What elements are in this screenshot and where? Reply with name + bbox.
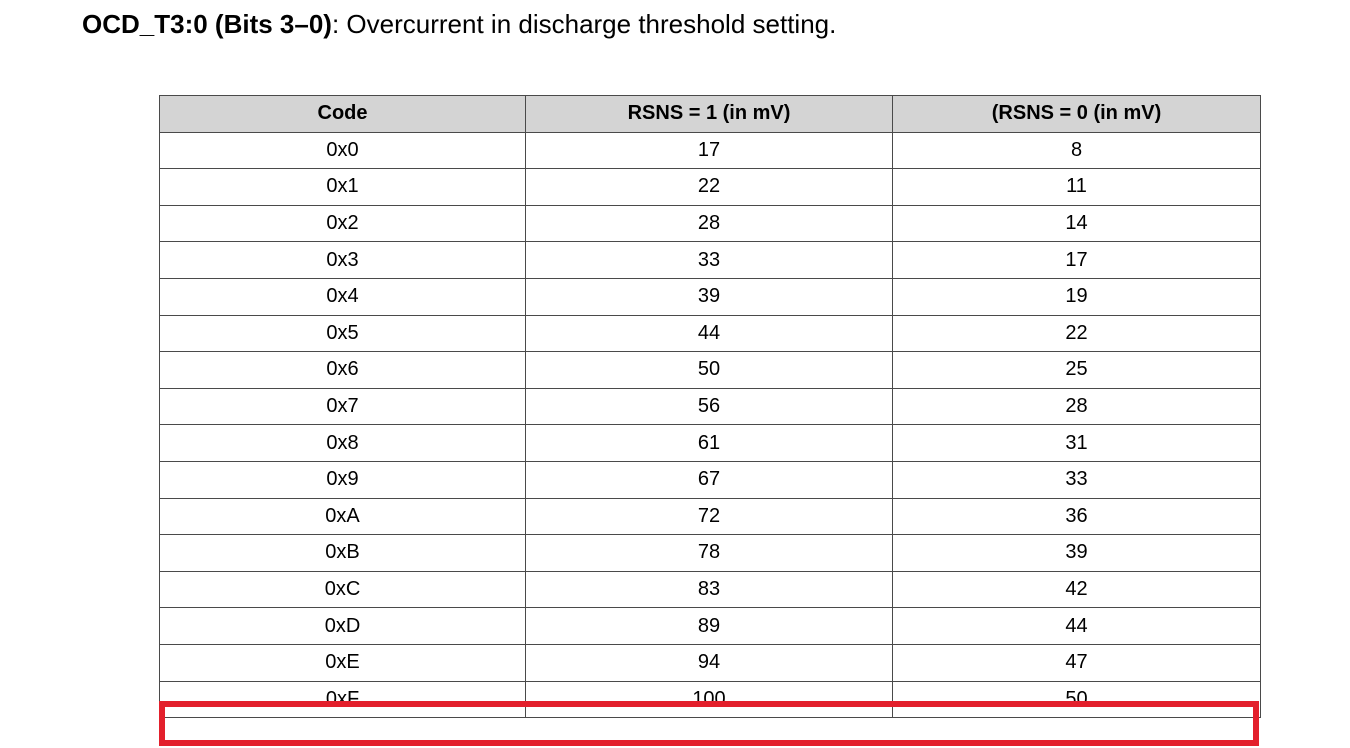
rsns1-cell: 17 [526,132,893,169]
field-description: Overcurrent in discharge threshold setting. [339,9,837,39]
rsns0-cell: 22 [893,315,1261,352]
code-cell: 0x4 [160,278,526,315]
rsns1-cell: 89 [526,608,893,645]
table-row [160,352,1261,389]
table-row [160,461,1261,498]
code-cell: 0x6 [160,352,526,389]
rsns0-cell: 33 [893,461,1261,498]
code-cell: 0x5 [160,315,526,352]
rsns1-cell: 100 [526,681,893,718]
table-row [160,205,1261,242]
heading-separator: : [331,9,340,39]
rsns1-cell: 67 [526,461,893,498]
rsns0-cell: 14 [893,205,1261,242]
rsns0-cell: 11 [893,169,1261,206]
code-cell: 0xB [160,535,526,572]
code-cell: 0x7 [160,388,526,425]
code-cell: 0xF [160,681,526,718]
rsns1-cell: 50 [526,352,893,389]
code-cell: 0x3 [160,242,526,279]
table-row [160,242,1261,279]
table-row [160,535,1261,572]
threshold-table-container [159,95,1260,718]
rsns0-cell: 50 [893,681,1261,718]
rsns1-cell: 56 [526,388,893,425]
table-row [160,315,1261,352]
rsns0-cell: 47 [893,644,1261,681]
rsns0-cell: 39 [893,535,1261,572]
column-header-code: Code [160,96,526,133]
rsns0-cell: 44 [893,608,1261,645]
rsns1-cell: 33 [526,242,893,279]
table-row [160,608,1261,645]
table-row [160,278,1261,315]
rsns1-cell: 78 [526,535,893,572]
code-cell: 0x2 [160,205,526,242]
section-heading [82,8,836,40]
code-cell: 0x1 [160,169,526,206]
table-row [160,644,1261,681]
code-cell: 0x0 [160,132,526,169]
rsns0-cell: 31 [893,425,1261,462]
rsns1-cell: 22 [526,169,893,206]
table-row-highlighted [160,681,1261,718]
threshold-table [159,95,1261,718]
rsns0-cell: 28 [893,388,1261,425]
rsns1-cell: 94 [526,644,893,681]
rsns0-cell: 36 [893,498,1261,535]
rsns0-cell: 25 [893,352,1261,389]
rsns1-cell: 61 [526,425,893,462]
table-row [160,132,1261,169]
rsns0-cell: 19 [893,278,1261,315]
table-row [160,169,1261,206]
code-cell: 0xA [160,498,526,535]
rsns1-cell: 83 [526,571,893,608]
table-row [160,388,1261,425]
rsns0-cell: 42 [893,571,1261,608]
rsns1-cell: 72 [526,498,893,535]
rsns1-cell: 39 [526,278,893,315]
table-row [160,425,1261,462]
code-cell: 0x8 [160,425,526,462]
column-header-rsns-0: (RSNS = 0 (in mV) [893,96,1261,133]
rsns1-cell: 28 [526,205,893,242]
table-header-row [160,96,1261,133]
column-header-rsns-1: RSNS = 1 (in mV) [526,96,893,133]
code-cell: 0xE [160,644,526,681]
table-row [160,571,1261,608]
rsns0-cell: 17 [893,242,1261,279]
code-cell: 0x9 [160,461,526,498]
rsns1-cell: 44 [526,315,893,352]
code-cell: 0xC [160,571,526,608]
code-cell: 0xD [160,608,526,645]
table-row [160,498,1261,535]
rsns0-cell: 8 [893,132,1261,169]
field-name: OCD_T3:0 (Bits 3–0) [82,9,332,39]
